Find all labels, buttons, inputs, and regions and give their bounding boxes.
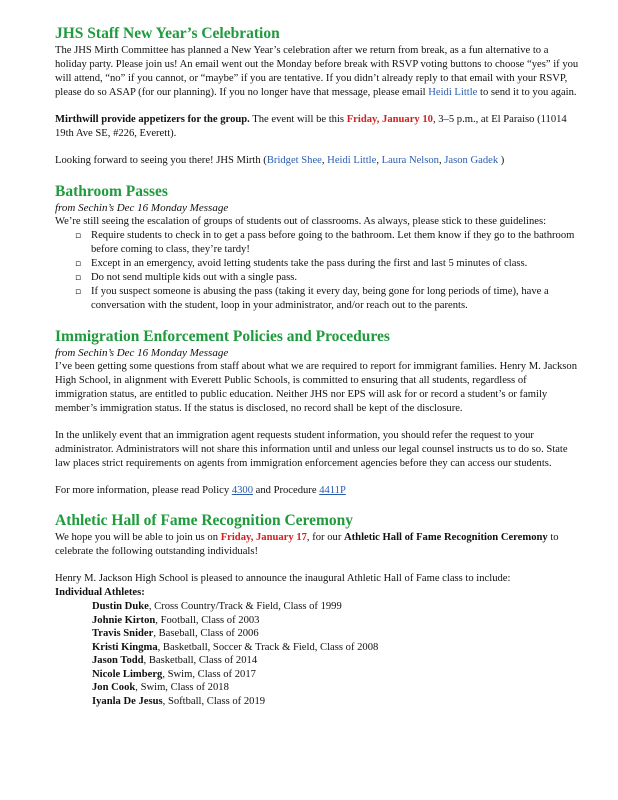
paragraph-text: to send it to you again. — [480, 87, 577, 98]
square-bullet-icon: ▫ — [75, 273, 82, 283]
list-item — [92, 614, 580, 628]
paragraph-text: , 3–5 p.m., at El Paraiso (11014 19th Ave SE, #226, Everett). — [55, 114, 567, 139]
name-link[interactable]: Laura Nelson — [381, 155, 439, 166]
email-link-heidi-little[interactable]: Heidi Little — [428, 87, 478, 98]
policy-4300-link[interactable]: 4300 — [231, 485, 253, 496]
athletes-list — [92, 600, 580, 708]
paragraph-text: The JHS Mirth Committee has planned a New Year’s celebration after we return from break, as a fun alternative to a holiday party. Please join us! An email went out the Monday before break with RSVP voting buttons to choose “yes” if you will attend, “no” if you cannot, or “maybe” if you are tentative. If you didn’t already reply to that email with your RSVP, please do so ASAP (for our planning). If you no longer have that message, please email — [55, 45, 579, 98]
athlete-detail: , Baseball, Class of 2006 — [153, 628, 259, 639]
section-immigration-policies — [55, 327, 580, 498]
square-bullet-icon: ▫ — [75, 287, 82, 297]
paragraph — [55, 484, 580, 498]
athlete-detail: , Basketball, Soccer & Track & Field, Class of 2008 — [157, 641, 379, 653]
paragraph-text: , for our — [306, 532, 344, 543]
paragraph-text: We hope you will be able to join us on — [55, 532, 221, 543]
list-item: ▫ Except in an emergency, avoid letting students take the pass during the first and last 5 minutes of class. — [75, 258, 528, 269]
name-link[interactable]: Heidi Little — [327, 155, 377, 166]
bold-text: Mirthwill provide appetizers for the group. — [55, 114, 250, 125]
athlete-detail: , Swim, Class of 2017 — [162, 668, 256, 680]
athlete-name: Jason Todd — [92, 655, 144, 666]
paragraph — [55, 531, 580, 559]
list-heading: Individual Athletes: — [55, 587, 145, 598]
athlete-name: Travis Snider — [92, 628, 154, 639]
procedure-4411p-link[interactable]: 4411P — [319, 485, 346, 496]
name-link[interactable]: Bridget Shee — [266, 155, 322, 166]
paragraph: Looking forward to seeing you there! JHS Mirth (Bridget Shee, Heidi Little, Laura Nelson, Jason Gadek ) — [55, 155, 505, 166]
list-item — [92, 627, 580, 641]
section-new-year-celebration — [55, 24, 580, 168]
athlete-detail: , Football, Class of 2003 — [155, 614, 260, 626]
paragraph-text: to celebrate the following outstanding individuals! — [55, 532, 559, 557]
section-bathroom-passes — [55, 182, 580, 313]
section-title: Athletic Hall of Fame Recognition Ceremony — [55, 512, 354, 529]
source-line: from Sechin’s Dec 16 Monday Message — [55, 347, 229, 359]
athlete-name: Dustin Duke — [92, 601, 149, 612]
paragraph: Henry M. Jackson High School is pleased to announce the inaugural Athletic Hall of Fame class to include: — [55, 573, 511, 584]
list-item — [92, 654, 580, 668]
list-item — [92, 695, 580, 709]
section-title: Immigration Enforcement Policies and Procedures — [55, 328, 390, 345]
athlete-name: Jon Cook — [92, 682, 136, 693]
square-bullet-icon: ▫ — [75, 259, 82, 269]
athlete-detail: , Swim, Class of 2018 — [135, 682, 229, 693]
name-link[interactable]: Jason Gadek — [444, 155, 499, 166]
athlete-name: Johnie Kirton — [92, 614, 156, 626]
source-line: from Sechin’s Dec 16 Monday Message — [55, 202, 229, 214]
paragraph — [55, 113, 580, 141]
bold-text: Athletic Hall of Fame Recognition Ceremony — [344, 532, 548, 543]
paragraph-text: For more information, please read Policy — [55, 485, 232, 496]
paragraph-text: Looking forward to seeing you there! JHS Mirth ( — [55, 155, 267, 166]
list-item — [92, 600, 580, 614]
section-title: JHS Staff New Year’s Celebration — [55, 25, 280, 42]
paragraph: In the unlikely event that an immigration agent requests student information, you should refer the request to your administrator. Administrators will not share this information until and unless our legal counsel instructs us to do so. State law places strict requirements on agents from immigration enforcement agencies before they can access our students. — [55, 430, 568, 469]
list-item: ▫ Do not send multiple kids out with a single pass. — [75, 272, 297, 283]
event-date: Friday, January 10 — [346, 114, 433, 125]
list-item — [92, 641, 580, 655]
list-item — [92, 681, 580, 695]
list-item: ▫ If you suspect someone is abusing the pass (taking it every day, being gone for long periods of time), have a conversation with the student, loop in your administrator, and/or reach out to the parents. — [75, 286, 549, 311]
square-bullet-icon: ▫ — [75, 231, 82, 241]
section-title: Bathroom Passes — [55, 183, 168, 200]
paragraph-text: and Procedure — [253, 485, 320, 496]
athlete-detail: , Basketball, Class of 2014 — [143, 655, 258, 666]
list-item: ▫ Require students to check in to get a pass before going to the bathroom. Let them know if they go to the bathroom before coming to class, they’re tardy! — [75, 230, 575, 255]
athlete-detail: , Softball, Class of 2019 — [162, 695, 266, 707]
paragraph-text: The event will be this — [249, 114, 347, 125]
newsletter-page — [55, 24, 580, 708]
list-item — [92, 668, 580, 682]
athlete-name: Nicole Limberg — [92, 668, 163, 680]
section-athletic-hall-of-fame — [55, 511, 580, 708]
guidelines-list — [55, 229, 580, 313]
event-date: Friday, January 17 — [220, 532, 307, 543]
athlete-name: Iyanla De Jesus — [92, 695, 163, 707]
paragraph: We’re still seeing the escalation of groups of students out of classrooms. As always, please stick to these guidelines: — [55, 216, 547, 227]
paragraph: I’ve been getting some questions from staff about what we are required to report for immigrant families. Henry M. Jackson High School, in alignment with Everett Public Schools, is committed to ensuring that all students, regardless of immigration status, are entitled to public education. Neither JHS nor EPS will ask for or record a student’s or family member’s immigration status. If the status is disclosed, no record shall be kept of the disclosure. — [55, 361, 577, 414]
paragraph-text: ) — [500, 155, 505, 166]
athlete-detail: , Cross Country/Track & Field, Class of 1999 — [148, 601, 342, 612]
paragraph — [55, 44, 580, 100]
athlete-name: Kristi Kingma — [92, 641, 158, 653]
